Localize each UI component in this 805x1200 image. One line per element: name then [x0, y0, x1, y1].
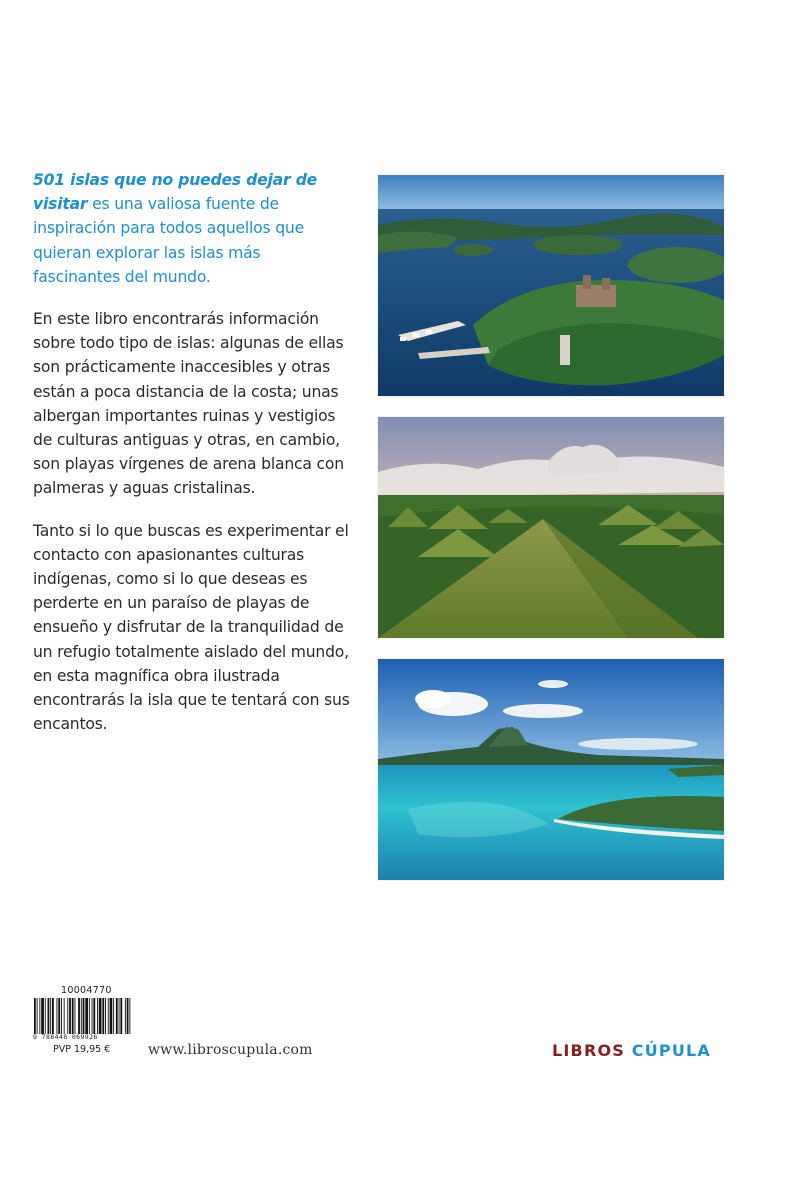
barcode-block: [33, 985, 141, 1055]
product-code: 10004770: [61, 985, 112, 996]
lead-text: es una valiosa fuente de inspiración para todos aquellos que quieran explorar las islas más fascinantes del mundo.: [33, 195, 304, 286]
barcode-image: [33, 998, 133, 1034]
publisher-website[interactable]: www.libroscupula.com: [148, 1042, 313, 1058]
photo-chocolate-hills: [378, 417, 724, 638]
publisher-logo: [552, 1041, 711, 1060]
price-label: PVP 19,95 €: [53, 1044, 111, 1055]
lead-paragraph: [33, 168, 351, 289]
body-paragraph-1: En este libro encontrarás información sobre todo tipo de islas: algunas de ellas son prácticamente inaccesibles y otras están a poca distancia de la costa; unas albergan importantes ruinas y vestigios de culturas antiguas y otras, en cambio, son playas vírgenes de arena blanca con palmeras y aguas cristalinas.: [33, 310, 344, 498]
castle-island-image: [378, 175, 724, 396]
lagoon-image: [378, 659, 724, 880]
description-column: [33, 168, 351, 754]
chocolate-hills-image: [378, 417, 724, 638]
publisher-name-part1: LIBROS: [552, 1041, 625, 1060]
book-title: 501 islas que no puedes dejar de visitar: [33, 171, 318, 214]
photo-lagoon: [378, 659, 724, 880]
barcode-digits: 9 788448 069926: [33, 1033, 98, 1041]
photo-castle-island: [378, 175, 724, 396]
body-paragraph-2: Tanto si lo que buscas es experimentar el contacto con apasionantes culturas indígenas, como si lo que deseas es perderte en un paraíso de playas de ensueño y disfrutar de la tranquilidad de un refugio totalmente aislado del mundo, en esta magnífica obra ilustrada encontrarás la isla que te tentará con sus encantos.: [33, 521, 350, 734]
publisher-name-part2: CÚPULA: [631, 1041, 712, 1060]
